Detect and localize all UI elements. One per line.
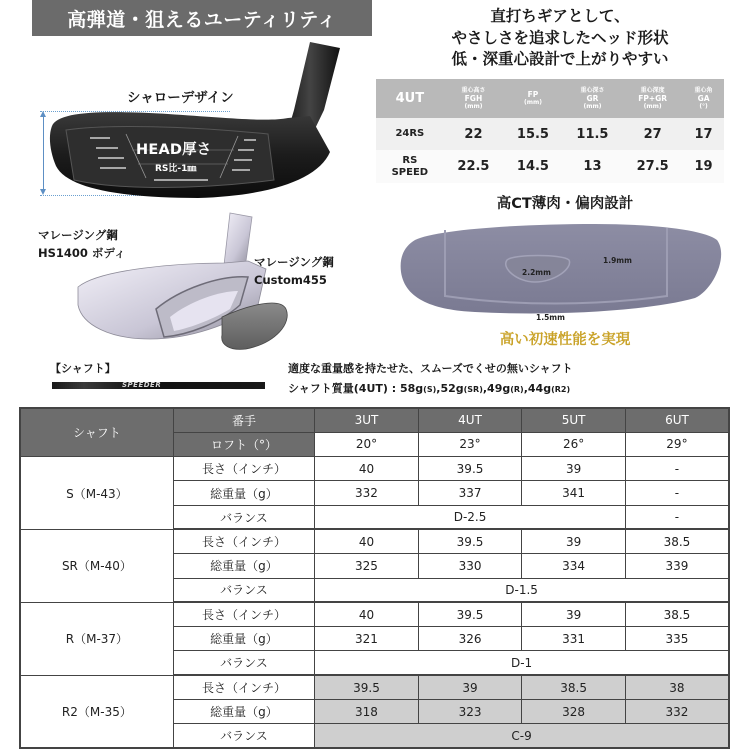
spec-cell: 14.5 bbox=[503, 150, 563, 183]
table-cell: 325 bbox=[315, 554, 419, 578]
headline-line-1: 直打ちギアとして、 bbox=[490, 7, 630, 25]
shaft-flex-sr: SR（M-40） bbox=[20, 529, 173, 602]
spec-col-fp: FP (mm) bbox=[503, 79, 563, 118]
initial-speed-tagline: 高い初速性能を実現 bbox=[499, 332, 631, 348]
loft-cell: 20° bbox=[315, 432, 419, 456]
table-cell: - bbox=[625, 481, 729, 505]
headline-line-3: 低・深重心設計で上がりやすい bbox=[451, 50, 669, 68]
table-cell: 39.5 bbox=[418, 602, 522, 626]
table-cell: - bbox=[625, 457, 729, 481]
spec-row-24rs bbox=[376, 118, 724, 150]
loft-cell: 23° bbox=[418, 432, 522, 456]
head-thickness-label: HEAD厚さ bbox=[136, 142, 212, 158]
shaft-description: 適度な重量感を持たせた、スムーズでくせの無いシャフト bbox=[288, 362, 573, 375]
row-label-balance: バランス bbox=[173, 724, 314, 748]
spec-model: 24RS bbox=[376, 118, 444, 150]
spec-model: RS SPEED bbox=[376, 150, 444, 183]
header-club-6ut: 6UT bbox=[625, 408, 729, 432]
headline-line-2: やさしさを追求したヘッド形状 bbox=[451, 28, 669, 47]
table-cell: 318 bbox=[315, 700, 419, 724]
table-cell: 330 bbox=[418, 554, 522, 578]
table-row bbox=[20, 529, 729, 553]
club-head-image bbox=[48, 40, 348, 200]
table-cell: 332 bbox=[625, 700, 729, 724]
table-cell: 335 bbox=[625, 627, 729, 651]
table-cell: 341 bbox=[522, 481, 626, 505]
header-club-3ut: 3UT bbox=[315, 408, 419, 432]
loft-cell: 26° bbox=[522, 432, 626, 456]
table-row bbox=[20, 675, 729, 699]
shaft-flex-s: S（M-43） bbox=[20, 457, 173, 530]
table-cell: D-1.5 bbox=[315, 578, 729, 602]
shaft-brand-logo: SPEEDER bbox=[122, 381, 162, 389]
table-cell: 38.5 bbox=[625, 529, 729, 553]
table-cell: 38.5 bbox=[625, 602, 729, 626]
thickness-center-label: 2.2mm bbox=[522, 268, 551, 277]
table-cell: 40 bbox=[315, 602, 419, 626]
shaft-weights: シャフト質量(4UT) : 58g(S),52g(SR),49g(R),44g(R2) bbox=[288, 382, 571, 395]
row-label-weight: 総重量（g） bbox=[173, 700, 314, 724]
spec-cell: 13 bbox=[563, 150, 623, 183]
club-spec-table bbox=[19, 407, 730, 749]
row-label-weight: 総重量（g） bbox=[173, 627, 314, 651]
row-label-length: 長さ（インチ） bbox=[173, 457, 314, 481]
table-cell: 40 bbox=[315, 457, 419, 481]
table-cell: 39 bbox=[522, 602, 626, 626]
row-label-length: 長さ（インチ） bbox=[173, 675, 314, 699]
table-cell: - bbox=[625, 505, 729, 529]
spec-cell: 27.5 bbox=[622, 150, 683, 183]
face-thickness-image bbox=[395, 210, 735, 325]
table-row bbox=[20, 602, 729, 626]
table-cell: 339 bbox=[625, 554, 729, 578]
table-cell: 39 bbox=[418, 675, 522, 699]
table-cell: 328 bbox=[522, 700, 626, 724]
spec-cell: 19 bbox=[683, 150, 724, 183]
spec-col-gr: 重心深さ GR (mm) bbox=[563, 79, 623, 118]
table-cell: 321 bbox=[315, 627, 419, 651]
row-label-weight: 総重量（g） bbox=[173, 554, 314, 578]
spec-corner: 4UT bbox=[376, 79, 444, 118]
shaft-flex-r: R（M-37） bbox=[20, 602, 173, 675]
row-label-balance: バランス bbox=[173, 505, 314, 529]
spec-col-fgh: 重心高さ FGH (mm) bbox=[444, 79, 504, 118]
table-cell: D-1 bbox=[315, 651, 729, 675]
body-material-label: マレージング鋼 HS1400 ボディ bbox=[38, 228, 126, 260]
table-cell: 39.5 bbox=[315, 675, 419, 699]
table-cell: D-2.5 bbox=[315, 505, 626, 529]
table-row bbox=[20, 457, 729, 481]
header-shaft: シャフト bbox=[20, 408, 173, 457]
shaft-image bbox=[52, 382, 265, 389]
table-cell: 39 bbox=[522, 457, 626, 481]
header-number: 番手 bbox=[173, 408, 314, 432]
table-cell: 334 bbox=[522, 554, 626, 578]
shallow-design-label: シャローデザイン bbox=[127, 90, 234, 106]
spec-cell: 22.5 bbox=[444, 150, 504, 183]
loft-cell: 29° bbox=[625, 432, 729, 456]
table-cell: 332 bbox=[315, 481, 419, 505]
row-label-length: 長さ（インチ） bbox=[173, 602, 314, 626]
height-arrow-icon bbox=[43, 113, 44, 193]
header-club-4ut: 4UT bbox=[418, 408, 522, 432]
table-cell: 39.5 bbox=[418, 457, 522, 481]
face-thickness-title: 高CT薄肉・偏肉設計 bbox=[496, 196, 634, 212]
spec-cell: 15.5 bbox=[503, 118, 563, 150]
spec-col-ga: 重心角 GA (°) bbox=[683, 79, 724, 118]
thickness-upper-label: 1.9mm bbox=[603, 256, 632, 265]
spec-header-row bbox=[376, 79, 724, 118]
table-cell: 40 bbox=[315, 529, 419, 553]
header-loft: ロフト（°） bbox=[173, 432, 314, 456]
table-cell: 38 bbox=[625, 675, 729, 699]
table-cell: 331 bbox=[522, 627, 626, 651]
row-label-weight: 総重量（g） bbox=[173, 481, 314, 505]
table-cell: 337 bbox=[418, 481, 522, 505]
table-cell: C-9 bbox=[315, 724, 729, 748]
header-club-5ut: 5UT bbox=[522, 408, 626, 432]
header-row-number bbox=[20, 408, 729, 432]
table-cell: 323 bbox=[418, 700, 522, 724]
table-cell: 38.5 bbox=[522, 675, 626, 699]
face-material-label: マレージング鋼 Custom455 bbox=[254, 255, 334, 287]
head-thickness-sub: RS比-1㎜ bbox=[155, 164, 197, 174]
headline bbox=[370, 6, 750, 71]
table-cell: 326 bbox=[418, 627, 522, 651]
spec-row-rs-speed bbox=[376, 150, 724, 183]
table-cell: 39 bbox=[522, 529, 626, 553]
spec-cell: 17 bbox=[683, 118, 724, 150]
thickness-lower-label: 1.5mm bbox=[536, 313, 565, 322]
spec-cell: 22 bbox=[444, 118, 504, 150]
row-label-balance: バランス bbox=[173, 651, 314, 675]
shaft-section-label: 【シャフト】 bbox=[50, 362, 116, 375]
row-label-length: 長さ（インチ） bbox=[173, 529, 314, 553]
spec-cell: 11.5 bbox=[563, 118, 623, 150]
table-cell: 39.5 bbox=[418, 529, 522, 553]
spec-col-fpgr: 重心深度 FP+GR (mm) bbox=[622, 79, 683, 118]
row-label-balance: バランス bbox=[173, 578, 314, 602]
title-banner: 高弾道・狙えるユーティリティ bbox=[32, 0, 372, 36]
shaft-flex-r2: R2（M-35） bbox=[20, 675, 173, 748]
spec-cell: 27 bbox=[622, 118, 683, 150]
center-of-gravity-table bbox=[376, 79, 724, 183]
